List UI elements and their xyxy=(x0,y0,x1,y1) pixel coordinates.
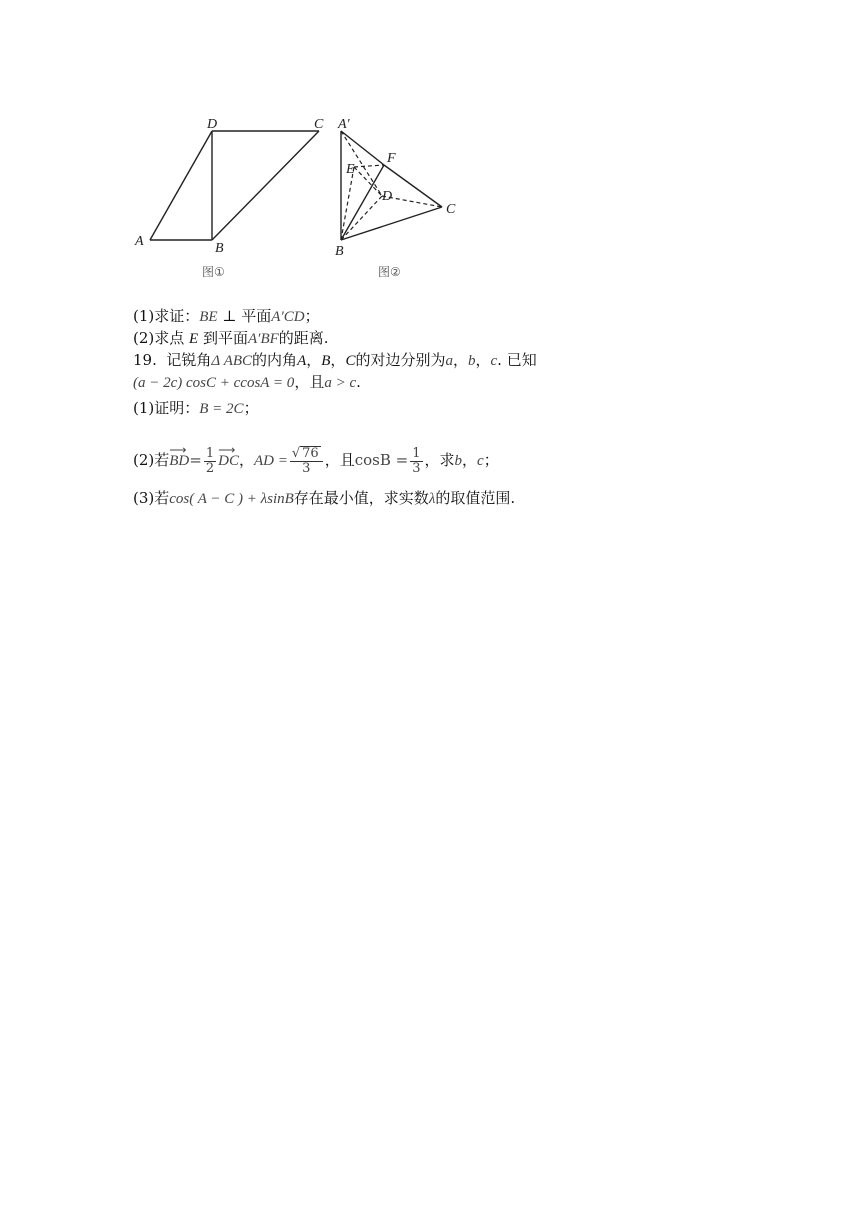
math-plane: A′CD xyxy=(271,309,305,325)
part-number: (2) xyxy=(133,451,155,469)
part-number: (3) xyxy=(133,489,155,507)
math-expr: a > c xyxy=(324,375,357,391)
math-var: a xyxy=(445,353,453,369)
edge-F-C xyxy=(384,165,442,207)
label-A: A xyxy=(135,234,144,249)
text: 证明： xyxy=(154,399,200,417)
text: 若 xyxy=(154,451,170,469)
denominator: 3 xyxy=(412,460,421,476)
text: 若 xyxy=(154,489,170,507)
vector-BD: ⟶ BD xyxy=(169,447,189,475)
q18-part2 xyxy=(133,328,329,349)
label-B: B xyxy=(215,241,224,256)
vector-DC: ⟶ DC xyxy=(218,447,239,475)
math-expr: BE xyxy=(199,309,218,325)
text: 的取值范围. xyxy=(435,489,516,507)
text: ； xyxy=(304,307,320,325)
part-number: (1) xyxy=(133,307,155,325)
math-var: c xyxy=(490,353,498,369)
label-C: C xyxy=(314,117,324,132)
text: ， xyxy=(330,351,346,369)
text: 求点 xyxy=(154,329,185,347)
text: ； xyxy=(243,399,259,417)
text: ， xyxy=(238,451,254,469)
q19-part1 xyxy=(133,398,259,419)
numerator: 1 xyxy=(205,445,215,461)
figure-1 xyxy=(130,112,340,280)
math-var: C xyxy=(345,353,356,369)
numerator: 1 xyxy=(412,445,421,461)
text: . 已知 xyxy=(497,351,537,369)
text: 的内角 xyxy=(252,351,298,369)
text: ； xyxy=(483,451,499,469)
q19-part3 xyxy=(133,488,515,509)
text: 的对边分别为 xyxy=(355,351,446,369)
text: ， xyxy=(462,451,478,469)
math-expr: AD = xyxy=(253,453,288,469)
q18-part1 xyxy=(133,306,320,327)
label-E: E xyxy=(346,162,355,177)
text: ， xyxy=(306,351,322,369)
figure-2-caption: 图② xyxy=(378,265,401,279)
radicand: 76 xyxy=(302,446,319,461)
figure-1-caption: 图① xyxy=(202,265,225,279)
math-expr: cos( A − C ) + λsinB xyxy=(169,491,294,507)
perp-symbol: ⊥ xyxy=(222,307,237,325)
math-var: A xyxy=(297,353,307,369)
text: . xyxy=(356,373,361,391)
math-expr: B = 2C xyxy=(199,401,244,417)
denominator: 3 xyxy=(302,461,311,476)
text: 平面 xyxy=(241,307,272,325)
text: 的距离. xyxy=(278,329,329,347)
fraction-one-third xyxy=(410,447,422,476)
part-number: (2) xyxy=(133,329,155,347)
q19-part2 xyxy=(133,446,499,476)
text: ，且 xyxy=(294,373,325,391)
label-D: D xyxy=(207,117,218,132)
text: ， xyxy=(452,351,468,369)
math-expr: cosB = xyxy=(354,451,409,469)
part-number: (1) xyxy=(133,399,155,417)
text: 存在最小值，求实数 xyxy=(293,489,429,507)
math-var: c xyxy=(477,453,484,469)
label-B: B xyxy=(335,244,344,259)
denominator: 2 xyxy=(205,460,215,476)
question-number: 19. xyxy=(133,351,157,369)
edge-E-F xyxy=(354,165,384,167)
label-A-prime: A′ xyxy=(338,117,350,132)
math-point: E xyxy=(189,331,199,347)
fraction-sqrt76-over-3: $\frac{√ 76}{3}$ xyxy=(290,446,323,476)
fraction-half xyxy=(204,447,216,476)
figure-2 xyxy=(330,112,470,280)
q19-stem xyxy=(133,350,537,371)
edge-AD xyxy=(150,131,212,240)
text: 到平面 xyxy=(203,329,249,347)
text: ，求 xyxy=(424,451,455,469)
label-C: C xyxy=(446,202,456,217)
label-F: F xyxy=(387,151,396,166)
text: 求证： xyxy=(154,307,200,325)
text: ， xyxy=(475,351,491,369)
math-triangle: Δ ABC xyxy=(211,353,253,369)
edge-BC xyxy=(212,131,319,240)
math-var: B xyxy=(321,353,331,369)
edge-A-F xyxy=(341,131,384,165)
math-plane: A′BF xyxy=(248,331,279,347)
math-expr: (a − 2c) cosC + ccosA = 0 xyxy=(133,375,295,391)
math-var: b xyxy=(467,353,476,369)
q19-condition xyxy=(133,372,361,393)
text: ，且 xyxy=(324,451,355,469)
math-var: b xyxy=(454,453,463,469)
equals: = xyxy=(189,451,202,469)
label-D: D xyxy=(382,189,393,204)
text: 记锐角 xyxy=(166,351,212,369)
math-var: λ xyxy=(428,491,436,507)
